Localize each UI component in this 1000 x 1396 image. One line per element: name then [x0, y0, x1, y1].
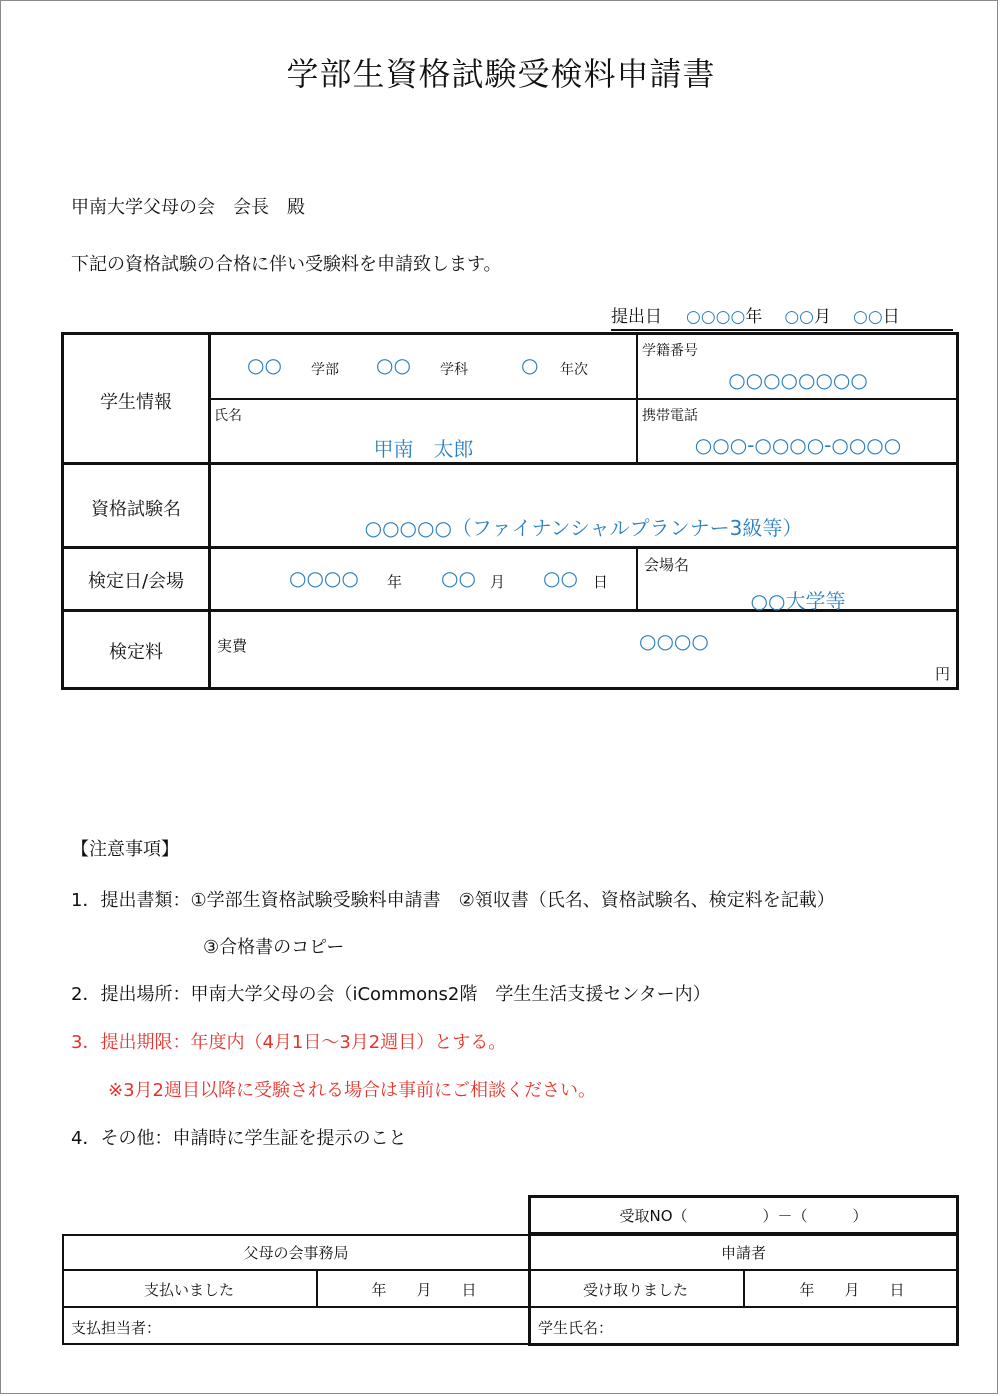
- paid-label: 支払いました: [143, 1281, 234, 1299]
- venue-label: 会場名: [644, 556, 690, 574]
- actual-cost-label: 実費: [217, 637, 248, 655]
- venue-value: ○○大学等: [750, 589, 846, 613]
- submission-year-value: ○○○○: [686, 307, 746, 327]
- note-item-3-deadline: 3．提出期限：年度内（4月1日～3月2週目）とする。: [71, 1032, 507, 1053]
- receipt-no-label: 受取NO（ ）－（ ）: [619, 1207, 868, 1225]
- department-value: ○○: [376, 353, 411, 377]
- note-item-2: 2．提出場所：甲南大学父母の会（iCommons2階 学生生活支援センター内）: [71, 984, 711, 1005]
- submission-year-unit: 年: [745, 307, 763, 327]
- office-heading: 父母の会事務局: [243, 1244, 349, 1262]
- addressee: 甲南大学父母の会 会長 殿: [71, 197, 305, 218]
- exam-name-value: ○○○○○（ファイナンシャルプランナー3級等）: [364, 516, 803, 540]
- phone-value: ○○○-○○○○-○○○○: [694, 433, 902, 457]
- document-title: 学部生資格試験受検料申請書: [286, 55, 716, 93]
- faculty-value: ○○: [247, 353, 282, 377]
- name-label: 氏名: [214, 408, 242, 424]
- student-id-value: ○○○○○○○○: [728, 368, 868, 392]
- student-info-label: 学生情報: [100, 392, 172, 413]
- note-item-4: 4．その他：申請時に学生証を提示のこと: [71, 1128, 407, 1149]
- note-item-1: 1．提出書類：①学部生資格試験受験料申請書 ②領収書（氏名、資格試験名、検定料を記載）: [71, 890, 835, 911]
- exam-year-value: ○○○○: [289, 566, 359, 590]
- submission-date: [611, 302, 953, 331]
- applicant-date: 年 月 日: [799, 1281, 905, 1299]
- exam-year-unit: 年: [387, 573, 403, 591]
- exam-month-value: ○○: [441, 566, 476, 590]
- exam-month-unit: 月: [490, 573, 506, 591]
- submission-month-unit: 月: [814, 307, 832, 327]
- note-item-1b: ③合格書のコピー: [203, 937, 345, 958]
- exam-day-value: ○○: [543, 566, 578, 590]
- exam-day-unit: 日: [593, 573, 609, 591]
- office-date: 年 月 日: [371, 1281, 477, 1299]
- department-label: 学科: [440, 362, 468, 378]
- submission-day-value: ○○: [853, 307, 883, 327]
- fee-value: ○○○○: [639, 629, 709, 653]
- exam-name-label: 資格試験名: [91, 499, 181, 520]
- year-label: 年次: [560, 362, 588, 378]
- year-value: ○: [521, 353, 539, 377]
- faculty-label: 学部: [311, 362, 339, 378]
- student-name-label: 学生氏名：: [538, 1319, 614, 1337]
- submission-day-unit: 日: [882, 307, 900, 327]
- exam-date-label: 検定日/会場: [87, 571, 185, 592]
- note-item-3-warning: ※3月2週目以降に受験される場合は事前にご相談ください。: [108, 1080, 596, 1101]
- submission-month-value: ○○: [784, 307, 815, 327]
- fee-label: 検定料: [109, 642, 163, 663]
- phone-label: 携帯電話: [642, 408, 698, 424]
- intro-text: 下記の資格試験の合格に伴い受験料を申請致します。: [71, 254, 502, 275]
- notes-heading: 【注意事項】: [71, 839, 179, 860]
- student-id-label: 学籍番号: [642, 343, 698, 359]
- fee-unit: 円: [935, 665, 951, 683]
- applicant-heading: 申請者: [720, 1244, 766, 1262]
- staff-label: 支払担当者：: [71, 1319, 162, 1337]
- submission-date-label: 提出日: [611, 307, 662, 327]
- name-value: 甲南 太郎: [373, 437, 474, 461]
- received-label: 受け取りました: [582, 1281, 688, 1299]
